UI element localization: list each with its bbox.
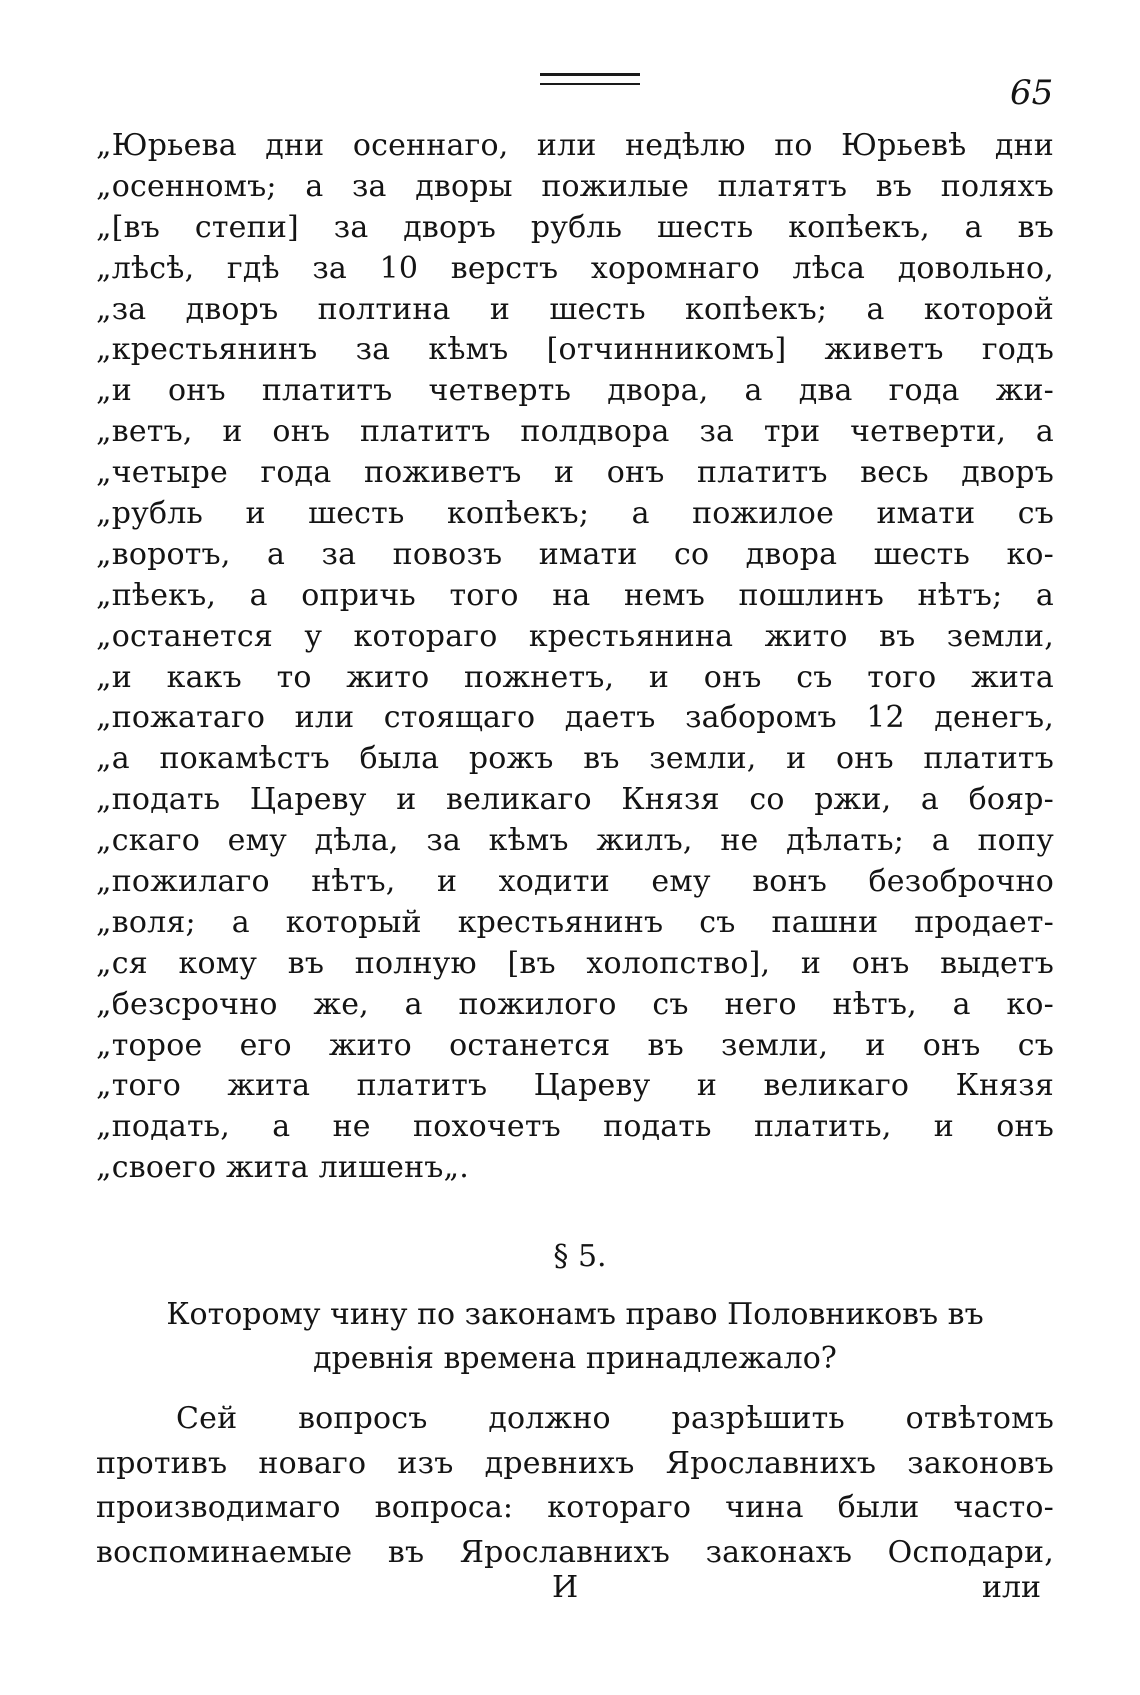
text-line: „того жита платитъ Цареву и великаго Князя	[96, 1068, 1054, 1104]
text-line: „Юрьева дни осеннаго, или недѣлю по Юрьевѣ дни	[96, 128, 1054, 163]
text-line: „воля; а который крестьянинъ съ пашни продает-	[96, 904, 1054, 940]
text-line: „и онъ платитъ четверть двора, а два года жи-	[96, 373, 1054, 409]
text-line: „безсрочно же, а пожилого съ него нѣтъ, а ко-	[96, 986, 1054, 1022]
text-line: „ветъ, и онъ платитъ полдвора за три четверти, а	[96, 414, 1054, 450]
text-line: „подать Цареву и великаго Князя со ржи, а бояр-	[96, 782, 1054, 818]
paragraph	[96, 1397, 1054, 1575]
text-line: „за дворъ полтина и шесть копѣекъ; а которой	[96, 291, 1054, 327]
section-number: § 5.	[553, 1239, 607, 1274]
text-line: производимаго вопроса: котораго чина были часто-	[96, 1490, 1054, 1525]
text-line: „останется у котораго крестьянина жито въ земли,	[96, 618, 1054, 654]
quoted-text-block	[96, 126, 1054, 1189]
text-line: „четыре года поживетъ и онъ платитъ весь дворъ	[96, 455, 1054, 491]
signature-mark: И	[552, 1570, 579, 1605]
text-line: „лѣсѣ, гдѣ за 10 верстъ хоромнаго лѣса довольно,	[96, 250, 1054, 286]
text-line: „[въ степи] за дворъ рубль шесть копѣекъ, а въ	[96, 209, 1054, 245]
text-line: противъ новаго изъ древнихъ Ярославнихъ законовъ	[96, 1445, 1054, 1481]
text-line: „воротъ, а за повозъ имати со двора шесть ко-	[96, 536, 1054, 572]
catchword: или	[982, 1570, 1042, 1605]
text-line: „и какъ то жито пожнетъ, и онъ съ того жита	[96, 659, 1054, 695]
text-line: воспоминаемые въ Ярославнихъ законахъ Осподари,	[96, 1534, 1054, 1570]
text-line: „а покамѣстъ была рожъ въ земли, и онъ платитъ	[96, 741, 1054, 777]
text-line: „пожатаго или стоящаго даетъ заборомъ 12 денегъ,	[96, 700, 1054, 736]
text-line: „рубль и шесть копѣекъ; а пожилое имати съ	[96, 496, 1054, 532]
heading-line: древнія времена принадлежало?	[313, 1341, 837, 1376]
text-line: „осенномъ; а за дворы пожилые платятъ въ поляхъ	[96, 168, 1054, 204]
text-line: „скаго ему дѣла, за кѣмъ жилъ, не дѣлать; а попу	[96, 823, 1054, 859]
heading-line: Которому чину по законамъ право Половниковъ въ	[166, 1297, 984, 1332]
text-line: „подать, а не похочетъ подать платить, и онъ	[96, 1109, 1054, 1145]
text-line: „пѣекъ, а опричь того на немъ пошлинъ нѣтъ; а	[96, 577, 1054, 613]
section-heading	[96, 1293, 1054, 1381]
text-line: „крестьянинъ за кѣмъ [отчинникомъ] живетъ годъ	[96, 332, 1054, 368]
header-rule	[540, 73, 640, 85]
page-number: 65	[1010, 73, 1054, 113]
text-line: „пожилаго нѣтъ, и ходити ему вонъ безоброчно	[96, 864, 1054, 900]
text-line: Сей вопросъ должно разрѣшить отвѣтомъ	[176, 1401, 1054, 1436]
text-line: „торое его жито останется въ земли, и онъ съ	[96, 1027, 1054, 1063]
text-line: „своего жита лишенъ„.	[96, 1150, 470, 1186]
text-line: „ся кому въ полную [въ холопство], и онъ выдетъ	[96, 945, 1054, 981]
